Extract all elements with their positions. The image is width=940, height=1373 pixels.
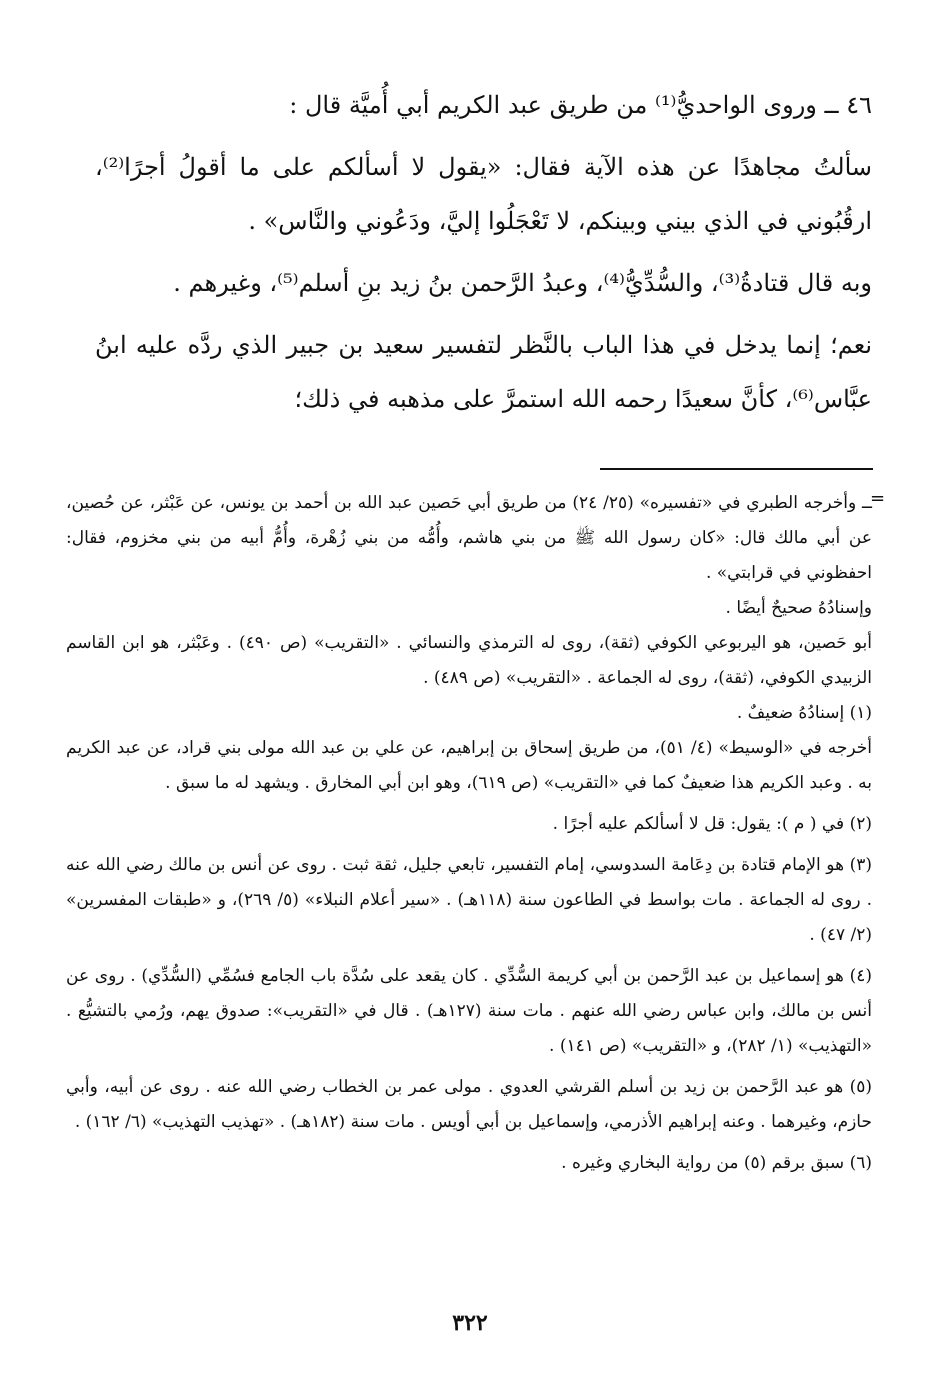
footnote-5: (٥) هو عبد الرَّحمن بن زيد بن أسلم القرشي العدوي . مولى عمر بن الخطاب رضي الله عنه . روى عن أبيه، وأبي حازم، وغيرهما . وعنه إبراهيم الأذرمي، وإسماعيل بن أبي أويس . مات سنة (١٨٢هـ) . «تهذيب التهذيب» (٦/ ١٦٢) . <box>66 1077 872 1132</box>
continuation-mark: = <box>870 488 886 509</box>
footnote-paragraph: وإسنادُهُ صحيحٌ أيضًا . <box>725 598 872 618</box>
main-paragraph-3: وبه قال قتادةُ⁽³⁾، والسُّدِّيُّ⁽⁴⁾، وعبدُ الرَّحمن بنُ زيد بنِ أسلم⁽⁵⁾، وغيرهم . <box>173 269 872 297</box>
footnote-3: (٣) هو الإمام قتادة بن دِعَامة السدوسي، إمام التفسير، تابعي جليل، ثقة ثبت . روى عن أنس بن مالك رضي الله عنه . روى له الجماعة . مات بواسط في الطاعون سنة (١١٨هـ) . «سير أعلام النبلاء» (٥/ ٢٦٩)، و «طبقات المفسرين» (٢/ ٤٧) . <box>66 855 872 945</box>
footnote-separator <box>600 468 873 470</box>
main-paragraph-2: سألتُ مجاهدًا عن هذه الآية فقال: «يقول لا أسألكم على ما أقولُ أجرًا⁽²⁾، ارقُبُوني في الذي بيني وبينكم، لا تَعْجَلُوا إليَّ، ودَعُوني والنَّاس» . <box>95 153 872 235</box>
footnote-6: (٦) سبق برقم (٥) من رواية البخاري وغيره . <box>561 1153 872 1173</box>
page-number: ٣٢٢ <box>452 1310 488 1336</box>
footnote-paragraph: ــ وأخرجه الطبري في «تفسيره» (٢٥/ ٢٤) من طريق أبي حَصين عبد الله بن أحمد بن يونس، عن عَبْثر، عن حُصين، عن أبي مالك قال: «كان رسول الله ﷺ من بني هاشم، وأُمُّه من بني زُهْرة، وأُمُّ أبيه من بني مخزوم، فقال: احفظوني في قرابتي» . <box>66 493 873 583</box>
main-paragraph-1: ٤٦ ــ وروى الواحديُّ⁽¹⁾ من طريق عبد الكريم أبي أُميَّة قال : <box>289 91 872 119</box>
footnote-paragraph: أبو حَصين، هو اليربوعي الكوفي (ثقة)، روى له الترمذي والنسائي . «التقريب» (ص ٤٩٠) . وعَبْثر، هو ابن القاسم الزبيدي الكوفي، (ثقة)، روى له الجماعة . «التقريب» (ص ٤٨٩) . <box>66 633 872 688</box>
footnote-paragraph: أخرجه في «الوسيط» (٤/ ٥١)، من طريق إسحاق بن إبراهيم، عن علي بن عبد الله مولى بني قراد، عن عبد الكريم به . وعبد الكريم هذا ضعيفٌ كما في «التقريب» (ص ٦١٩)، وهو ابن أبي المخارق . ويشهد له ما سبق . <box>66 738 872 793</box>
main-paragraph-4: نعم؛ إنما يدخل في هذا الباب بالنَّظر لتفسير سعيد بن جبير الذي ردَّه عليه ابنُ عبَّاس⁽⁶⁾، كأنَّ سعيدًا رحمه الله استمرَّ على مذهبه في ذلك؛ <box>95 331 873 413</box>
footnote-1: (١) إسنادُهُ ضعيفٌ . <box>736 703 872 723</box>
main-text <box>95 78 872 426</box>
footnotes <box>66 486 872 1181</box>
footnote-4: (٤) هو إسماعيل بن عبد الرَّحمن بن أبي كريمة السُّدِّي . كان يقعد على سُدَّة باب الجامع فسُمِّي (السُّدِّي) . روى عن أنس بن مالك، وابن عباس رضي الله عنهم . مات سنة (١٢٧هـ) . قال في «التقريب»: صدوق يهم، ورُمي بالتشيُّع . «التهذيب» (١/ ٢٨٢)، و «التقريب» (ص ١٤١) . <box>66 966 873 1056</box>
footnote-2: (٢) في ( م ): يقول: قل لا أسألكم عليه أجرًا . <box>552 814 872 834</box>
